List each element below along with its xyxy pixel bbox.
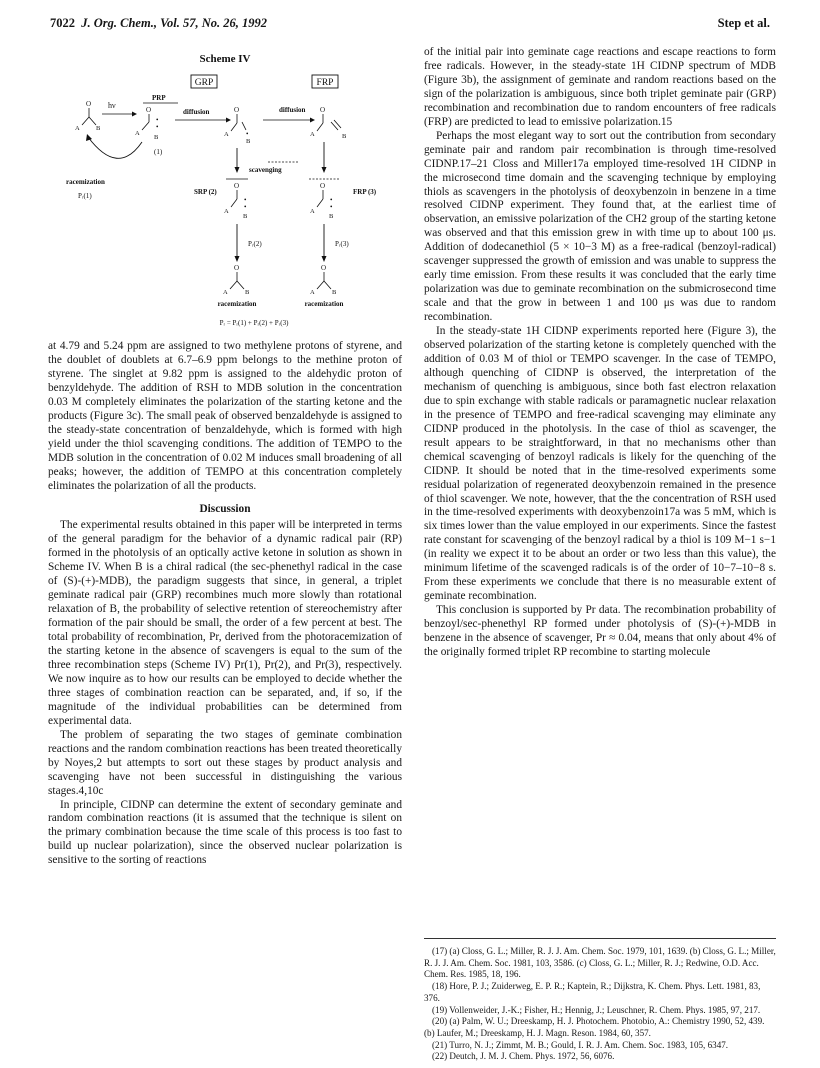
srp2-label: SRP (2) bbox=[194, 188, 217, 196]
scheme-equation: Pᵣ = Pᵣ(1) + Pᵣ(2) + Pᵣ(3) bbox=[219, 319, 289, 327]
svg-text:•: • bbox=[330, 196, 333, 204]
pr3-label: Pᵣ(3) bbox=[335, 240, 349, 248]
svg-text:O: O bbox=[146, 106, 152, 114]
racemization-loop bbox=[88, 137, 142, 158]
svg-text:O: O bbox=[234, 182, 240, 190]
scheme-diagram bbox=[48, 42, 402, 330]
page-header bbox=[50, 16, 770, 34]
footnote-references bbox=[424, 938, 776, 1063]
racemization-top: racemization bbox=[66, 178, 105, 186]
reference-item: (20) (a) Palm, W. U.; Dreeskamp, H. J. Photochem. Photobio, A.: Chemistry 1990, 52, 439. (b) Laufer, M.; Dreeskamp, H. J. Magn. Reson. 1984, 60, 357. bbox=[424, 1016, 765, 1038]
svg-text:A: A bbox=[224, 131, 229, 138]
svg-text:•: • bbox=[156, 116, 159, 124]
paragraph: The problem of separating the two stages of geminate combination reactions and the random combination reactions has been treated theoretically by Noyes,2 but attempts to sort out these stages by product analysis and scavenging have not been successful in distinguishing the various stages.4,10c bbox=[48, 728, 402, 797]
ketone-start bbox=[75, 100, 101, 132]
svg-text:•: • bbox=[156, 123, 159, 131]
paragraph: This conclusion is supported by Pr data. The recombination probability of benzoyl/sec-phenethyl RP formed under photolysis of (S)-(+)-MDB in benzene in the absence of scavenger, Pr ≈ 0.04, means that only about 4% of the originally formed triplet RP recombine to starting molecule bbox=[424, 604, 776, 658]
svg-text:•: • bbox=[246, 130, 249, 138]
svg-text:A: A bbox=[223, 289, 228, 296]
reference-item: (18) Hore, P. J.; Zuiderweg, E. P. R.; Kaptein, R.; Dijkstra, K. Chem. Phys. Lett. 1981, 83, 376. bbox=[424, 981, 761, 1003]
paragraph: Perhaps the most elegant way to sort out the contribution from secondary geminate pair and random pair recombination is through time-resolved CIDNP.17–21 Closs and Miller17a employed time-resolved 1H CIDNP in the microsecond time domain and the scavenging technique by employing thiols as scavengers in the photolysis of deoxybenzoin in benzene in a time resolved CIDNP experiment. They found that, at the earliest time of observation, an emissive polarization of the CH2 group of the starting ketone was observed and that this emission grew in with time up to about 100 μs. Addition of dodecanethiol (5 × 10−3 M) as a free-radical (benzoyl-radical) scavenger suppressed the growth of emission and was unable to suppress the early time emission. From these results it was concluded that the early time polarization was due to geminate recombination on the submicrosecond time scale and that the grow in between 1 and 100 μs was due to random recombination. bbox=[424, 129, 776, 324]
step-1: (1) bbox=[154, 148, 163, 156]
racemization-left: racemization bbox=[217, 300, 257, 308]
grp-pair bbox=[135, 106, 159, 141]
frp-label: FRP bbox=[316, 78, 334, 88]
reference-item: (17) (a) Closs, G. L.; Miller, R. J. J. Am. Chem. Soc. 1979, 101, 1639. (b) Closs, G. L.; Miller, R. J. J. Am. Chem. Soc. 1981, 103, 3586. (c) Closs, G. L.; Miller, R. J.; Redwine, O.D. Acc. Chem. Res. 1985, 18, 196. bbox=[424, 946, 776, 980]
svg-text:B: B bbox=[154, 134, 159, 141]
paragraph: In principle, CIDNP can determine the extent of secondary geminate and random combination reactions (it is assumed that the technique is silent on the primary combination because the time scale of this process is too fast to build up nuclear polarization), since the observed nuclear polarization is sensitive to the sorting of reactions bbox=[48, 798, 402, 867]
svg-text:A: A bbox=[75, 125, 80, 132]
diffusion-label-1: diffusion bbox=[183, 108, 210, 116]
right-column bbox=[424, 46, 776, 660]
svg-text:A: A bbox=[310, 289, 315, 296]
reference-item: (21) Turro, N. J.; Zimmt, M. B.; Gould, I. R. J. Am. Chem. Soc. 1983, 105, 6347. bbox=[432, 1039, 729, 1050]
product-right bbox=[310, 264, 337, 296]
pr2-label: Pᵣ(2) bbox=[248, 240, 262, 248]
paragraph: at 4.79 and 5.24 ppm are assigned to two methylene protons of styrene, and the doublet of doublets at 6.7–6.9 ppm belongs to the methine proton of styrene. The singlet at 9.82 ppm is assigned to the aldehydic proton of benzyldehyde. The addition of RSH to MDB solution in the concentration 0.03 M completely eliminates the polarization of the starting ketone and the products (Figure 3c). The small peak of observed benzaldehyde is assigned to the steady-state concentration of benzaldehyde, which is formed with high yield under the thiol scavenging conditions. The addition of TEMPO to the MDB solution in the concentration of 0.02 M induces small broadening of all peaks; however, the addition of TEMPO at this concentration completely eliminates the polarization of all the products. bbox=[48, 340, 402, 492]
free-radicals bbox=[310, 106, 347, 140]
running-author: Step et al. bbox=[717, 16, 770, 30]
paragraph: In the steady-state 1H CIDNP experiments reported here (Figure 3), the observed polarization of the starting ketone is completely quenched with the addition of 0.03 M of thiol or TEMPO scavenger. In the case of TEMPO, although quenching of CIDNP is observed, the interpretation of the mechanism of quenching is ambiguous, since both fast electron relaxation due to spin exchange with stable radicals or paramagnetic nuclear relaxation in the presence of TEMPO and free-radical scavenging may eliminate any CIDNP produced in the photolysis. In the case of thiol as scavenger, the result appears to be straightforward, in that no mechanisms other than chemical scavenging of benzoyl radicals is likely for the quenching of the CIDNP. It should be noted that in the time-resolved experiments some residual polarization of regenerated deoxybenzoin remained in the presence of thiol scavenger. We note, however, that the the concentration of RSH used in the time-resolved experiments with deoxybenzoin17a was 5 mM, which is six times lower than the value employed in our experiments. Since the fastest rate constant for scavenging of the benzoyl radical by a thiol is 109 M−1 s−1 (in reality we expect it to be about an order or two less than this value), the minimum lifetime of the scavenged radicals is of the order of 10−7–10−8 s. From these experiments we conclude that there is no measurable extent of geminate recombination. bbox=[424, 325, 776, 603]
svg-text:O: O bbox=[86, 100, 92, 108]
frp3-label: FRP (3) bbox=[353, 188, 377, 196]
svg-text:B: B bbox=[243, 213, 248, 220]
svg-text:A: A bbox=[224, 208, 229, 215]
svg-text:B: B bbox=[329, 213, 334, 220]
section-heading-discussion: Discussion bbox=[199, 503, 251, 516]
srp-pair-top bbox=[224, 106, 251, 145]
journal-citation: J. Org. Chem., Vol. 57, No. 26, 1992 bbox=[81, 16, 268, 30]
svg-text:O: O bbox=[321, 264, 327, 272]
svg-text:•: • bbox=[244, 203, 247, 211]
reference-item: (19) Vollenweider, J.-K.; Fisher, H.; Hennig, J.; Leuschner, R. Chem. Phys. 1985, 97, 217. bbox=[432, 1004, 761, 1015]
svg-text:A: A bbox=[135, 130, 140, 137]
diffusion-label-2: diffusion bbox=[279, 106, 306, 114]
reference-item: (22) Deutch, J. M. J. Chem. Phys. 1972, 56, 6076. bbox=[432, 1051, 615, 1062]
page-number: 7022 bbox=[50, 16, 75, 30]
svg-text:O: O bbox=[320, 182, 326, 190]
svg-text:•: • bbox=[244, 196, 247, 204]
left-column bbox=[48, 340, 402, 868]
scavenging-label: scavenging bbox=[249, 166, 282, 174]
pr1-label: Pᵣ(1) bbox=[78, 192, 92, 200]
svg-text:A: A bbox=[310, 208, 315, 215]
svg-text:B: B bbox=[342, 133, 347, 140]
svg-text:B: B bbox=[245, 289, 250, 296]
svg-text:B: B bbox=[332, 289, 337, 296]
svg-text:B: B bbox=[96, 125, 101, 132]
prp-label: PRP bbox=[152, 94, 166, 102]
srp-pair bbox=[224, 182, 248, 220]
svg-text:O: O bbox=[234, 106, 240, 114]
grp-label: GRP bbox=[194, 78, 214, 88]
hv-label: hν bbox=[108, 101, 116, 110]
svg-text:B: B bbox=[246, 138, 251, 145]
scheme-title: Scheme IV bbox=[199, 53, 251, 65]
svg-text:O: O bbox=[320, 106, 326, 114]
svg-text:A: A bbox=[310, 131, 315, 138]
svg-text:O: O bbox=[234, 264, 240, 272]
product-left bbox=[223, 264, 250, 296]
paragraph: of the initial pair into geminate cage reactions and escape reactions to form free radicals. However, in the steady-state 1H CIDNP spectrum of MDB (Figure 3b), the assignment of geminate and random reactions based on the sign of the polarization is ambiguous, since both triplet geminate pair (GRP) recombination and recombination due to random encounters of free radicals (FRP) are predicted to lead to emissive polarization.15 bbox=[424, 46, 776, 128]
paragraph: The experimental results obtained in this paper will be interpreted in terms of the general paradigm for the behavior of a dynamic radical pair (RP) formed in the photolysis of an optically active ketone in solution as shown in Scheme IV. When B is a chiral radical (the sec-phenethyl radical in the case of (S)-(+)-MDB), the paradigm suggests that since, in general, a triplet geminate radical pair (GRP) recombines much more slowly than rotational relaxation of B, the probability of selective retention of stereochemistry after formation of the pair should be small, the order of a few percent at best. The total probability of recombination, Pr, derived from the photoracemization of the starting ketone in the absence of scavengers is equal to the sum of the three recombination steps (Scheme IV) Pr(1), Pr(2), and Pr(3), respectively. We now inquire as to how our results can be employed to decide whether the three stages of combination reaction can be separated, and, if so, if the magnitude of the individual probabilities can be determined from experimental data. bbox=[48, 519, 402, 727]
svg-text:•: • bbox=[330, 203, 333, 211]
racemization-right: racemization bbox=[304, 300, 344, 308]
scheme-iv bbox=[48, 42, 402, 330]
frp-pair bbox=[310, 182, 334, 220]
